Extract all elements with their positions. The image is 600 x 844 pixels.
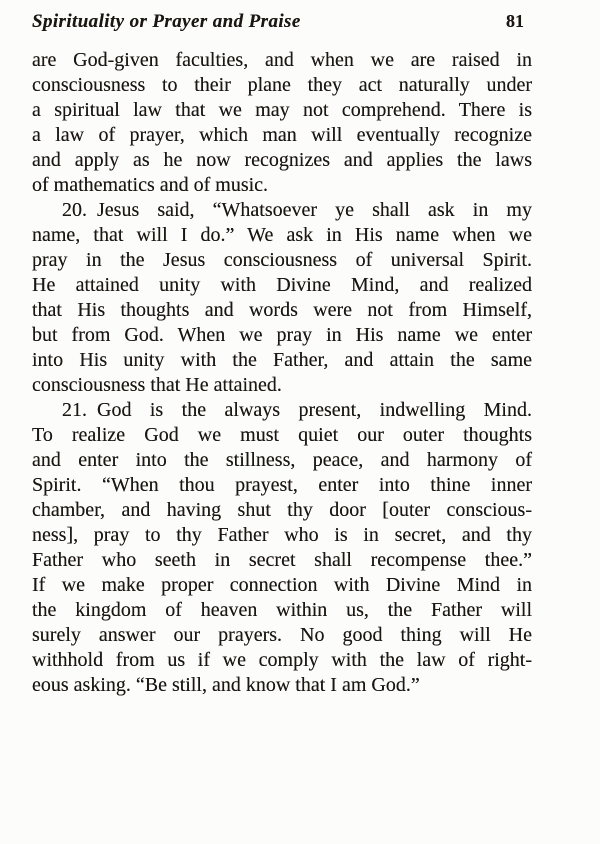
page-number: 81 — [506, 11, 524, 31]
text-line: consciousness that He attained. — [32, 374, 282, 396]
text-line: Father who seeth in secret shall recompense thee.” — [32, 549, 532, 571]
text-block — [32, 48, 532, 698]
paragraph — [32, 398, 532, 698]
text-line: a law of prayer, which man will eventually recognize — [32, 124, 532, 146]
text-line: of mathematics and of music. — [32, 174, 269, 196]
text-line: withhold from us if we comply with the law of right- — [32, 649, 532, 671]
text-line: consciousness to their plane they act naturally under — [32, 74, 532, 96]
running-header — [32, 11, 530, 33]
text-line: He attained unity with Divine Mind, and realized — [32, 274, 532, 296]
text-line: 20. Jesus said, “Whatsoever ye shall ask in my — [62, 199, 532, 221]
text-line: 21. God is the always present, indwelling Mind. — [62, 399, 532, 421]
text-line: ness], pray to thy Father who is in secret, and thy — [32, 524, 532, 546]
paragraph — [32, 48, 532, 198]
text-line: eous asking. “Be still, and know that I am God.” — [32, 674, 420, 696]
text-line: name, that will I do.” We ask in His name when we — [32, 224, 532, 246]
text-line: To realize God we must quiet our outer thoughts — [32, 424, 532, 446]
text-line: into His unity with the Father, and attain the same — [32, 349, 532, 371]
text-line: surely answer our prayers. No good thing will He — [32, 624, 532, 646]
text-line: and apply as he now recognizes and applies the laws — [32, 149, 532, 171]
text-line: Spirit. “When thou prayest, enter into thine inner — [32, 474, 532, 496]
text-line: If we make proper connection with Divine Mind in — [32, 574, 532, 596]
running-title: Spirituality or Prayer and Praise — [32, 11, 301, 32]
text-line: and enter into the stillness, peace, and harmony of — [32, 449, 532, 471]
text-line: are God-given faculties, and when we are raised in — [32, 49, 532, 71]
text-line: a spiritual law that we may not comprehend. There is — [32, 99, 532, 121]
text-line: that His thoughts and words were not from Himself, — [32, 299, 532, 321]
paragraph — [32, 198, 532, 398]
text-line: but from God. When we pray in His name we enter — [32, 324, 532, 346]
text-line: the kingdom of heaven within us, the Father will — [32, 599, 532, 621]
text-line: pray in the Jesus consciousness of universal Spirit. — [32, 249, 532, 271]
text-line: chamber, and having shut thy door [outer conscious- — [32, 499, 532, 521]
